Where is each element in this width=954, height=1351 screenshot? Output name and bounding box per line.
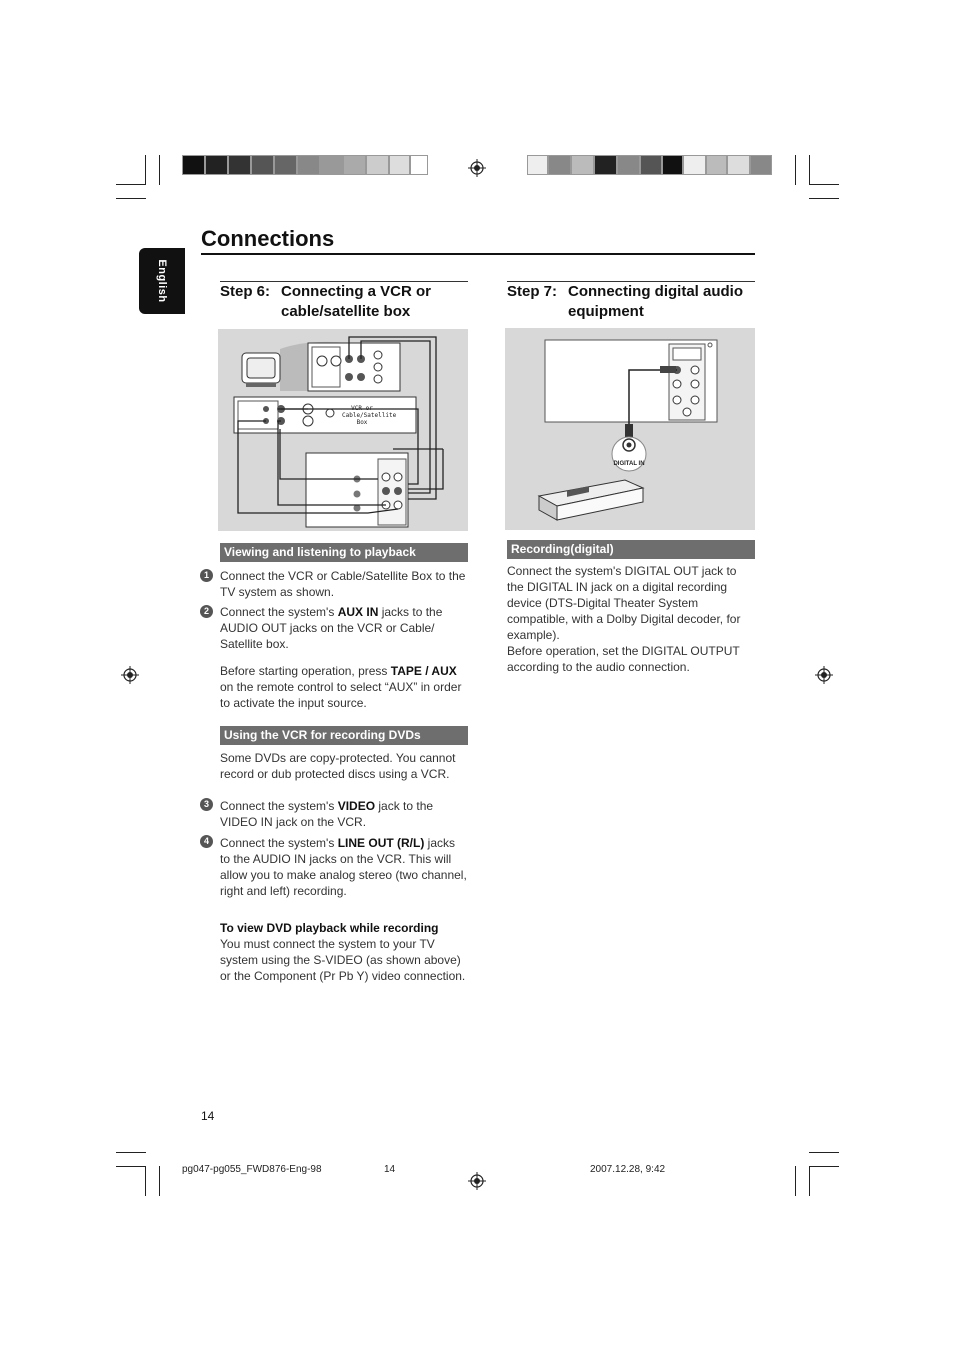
step7-diagram xyxy=(505,328,755,530)
registration-mark-right xyxy=(815,666,833,684)
digital-connection-diagram xyxy=(505,328,755,530)
viewing-note: Before starting operation, press TAPE / AUX on the remote control to select “AUX” in order to activate the input source. xyxy=(220,664,462,710)
recording-vcr-item-3: Connect the system's VIDEO jack to the VIDEO IN jack on the VCR. xyxy=(220,799,434,829)
language-tab-label: English xyxy=(156,259,168,303)
step6-number: Step 6: xyxy=(220,283,271,300)
view-while-recording-heading: To view DVD playback while recording xyxy=(220,921,439,935)
step7-heading-line1: Connecting digital audio xyxy=(568,283,743,300)
footer-file: pg047-pg055_FWD876-Eng-98 xyxy=(182,1164,322,1175)
step6-heading xyxy=(220,282,470,322)
vcr-connection-diagram xyxy=(218,329,468,531)
registration-mark-left xyxy=(121,666,139,684)
digital-in-label: DIGITAL IN xyxy=(613,461,645,467)
bullet-2: 2 xyxy=(200,605,213,618)
bullet-3: 3 xyxy=(200,798,213,811)
recording-vcr-section-header: Using the VCR for recording DVDs xyxy=(220,726,468,745)
footer-page: 14 xyxy=(384,1164,396,1175)
vcr-box-label xyxy=(342,405,397,426)
bullet-1: 1 xyxy=(200,569,213,582)
viewing-item-2: Connect the system's AUX IN jacks to the AUDIO OUT jacks on the VCR or Cable/ Satellite box. xyxy=(220,605,443,651)
step7-heading xyxy=(507,282,757,322)
bullet-4: 4 xyxy=(200,835,213,848)
registration-mark-top xyxy=(468,159,486,177)
recording-vcr-item-4: Connect the system's LINE OUT (R/L) jacks to the AUDIO IN jacks on the VCR. This will allow you to make analog stereo (two channel, right and left) recording. xyxy=(220,836,467,898)
step6-heading-line2: cable/satellite box xyxy=(281,303,411,320)
recording-digital-text-1: Connect the system's DIGITAL OUT jack to the DIGITAL IN jack on a digital recording device (DTS-Digital Theater System compatible, with a Dolby Digital decoder, for example). xyxy=(507,564,741,642)
footer-date: 2007.12.28, 9:42 xyxy=(590,1164,666,1175)
viewing-item-1: Connect the VCR or Cable/Satellite Box to the TV system as shown. xyxy=(220,569,466,599)
step7-number: Step 7: xyxy=(507,283,558,300)
title-rule xyxy=(201,253,755,255)
view-while-recording-text: You must connect the system to your TV system using the S-VIDEO (as shown above) or the Component (Pr Pb Y) video connection. xyxy=(220,937,466,983)
recording-digital-text-2: Before operation, set the DIGITAL OUTPUT according to the audio connection. xyxy=(507,644,740,674)
recording-digital-section-header: Recording(digital) xyxy=(507,540,755,559)
recording-vcr-intro: Some DVDs are copy-protected. You cannot record or dub protected discs using a VCR. xyxy=(220,751,456,781)
page-title: Connections xyxy=(201,226,335,251)
vcr-box-label-line3: Box xyxy=(356,419,368,426)
viewing-section-header: Viewing and listening to playback xyxy=(220,543,468,562)
digital-recorder-icon xyxy=(539,480,643,520)
page-number: 14 xyxy=(201,1109,215,1123)
registration-mark-bottom xyxy=(468,1172,486,1190)
step7-heading-line2: equipment xyxy=(568,303,644,320)
vcr-box-label-line1: VCR or xyxy=(351,405,373,412)
step6-diagram xyxy=(218,329,468,531)
vcr-box-label-line2: Cable/Satellite xyxy=(342,412,397,419)
tv-icon xyxy=(242,353,280,387)
step6-heading-line1: Connecting a VCR or xyxy=(281,283,432,300)
language-tab xyxy=(139,248,185,314)
